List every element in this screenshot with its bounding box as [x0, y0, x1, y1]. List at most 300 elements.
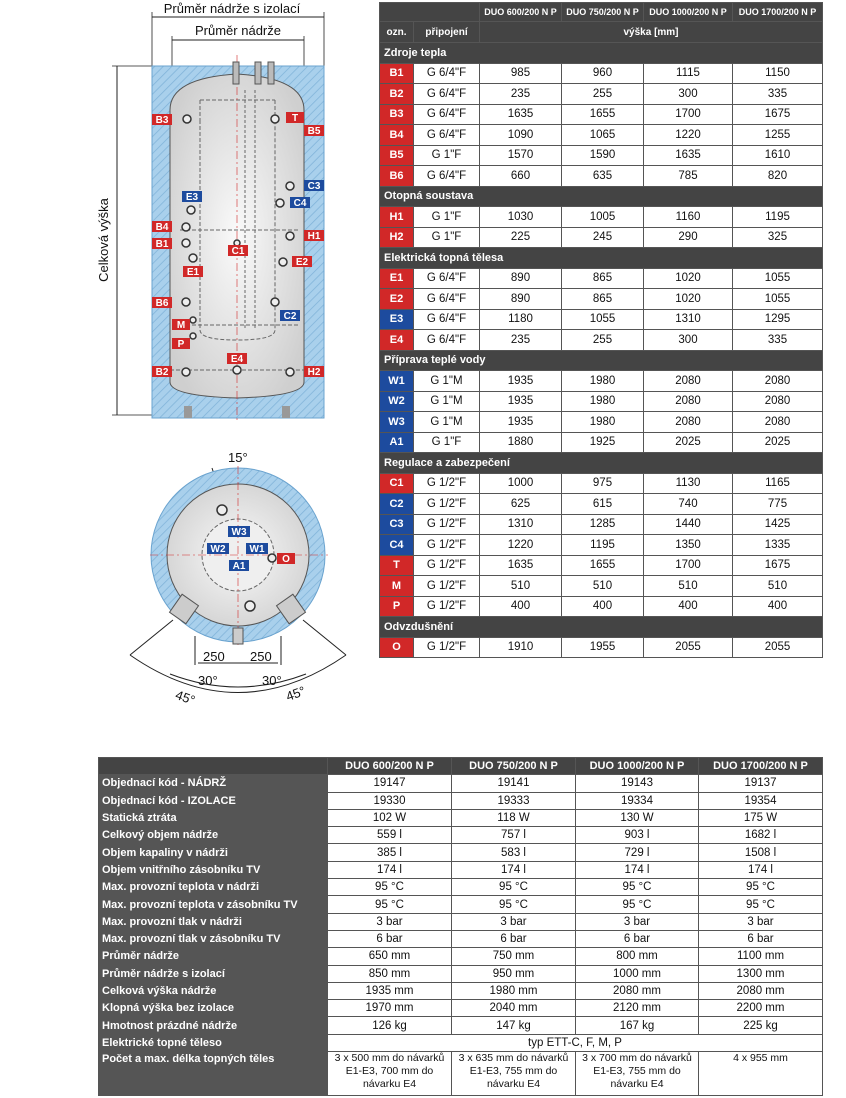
connection-thread: G 1/2"F [414, 576, 480, 597]
spec-value: typ ETT-C, F, M, P [328, 1034, 823, 1051]
connection-height: 255 [562, 330, 644, 351]
spec-row [99, 1052, 823, 1096]
section-row [380, 350, 823, 371]
connection-thread: G 6/4"F [414, 166, 480, 187]
connection-code: A1 [380, 432, 414, 453]
spec-value: 385 l [328, 844, 452, 861]
connection-row [380, 207, 823, 228]
connection-thread: G 1/2"F [414, 473, 480, 494]
connection-code: H1 [380, 207, 414, 228]
connection-height: 1220 [480, 535, 562, 556]
angle-45-left: 45° [173, 687, 198, 708]
connection-row [380, 104, 823, 125]
spec-row [99, 1017, 823, 1034]
spec-model-header: DUO 750/200 N P [452, 758, 576, 775]
spec-value: 19333 [452, 792, 576, 809]
connection-height: 1350 [644, 535, 733, 556]
section-row [380, 617, 823, 638]
spec-value: 1935 mm [328, 982, 452, 999]
spec-value: 19137 [699, 775, 823, 792]
section-row [380, 43, 823, 64]
connection-thread: G 6/4"F [414, 268, 480, 289]
spec-row [99, 913, 823, 930]
spec-value: 95 °C [452, 879, 576, 896]
connection-thread: G 1/2"F [414, 555, 480, 576]
connection-height: 2055 [733, 637, 823, 658]
connection-height: 300 [644, 84, 733, 105]
connection-height: 1880 [480, 432, 562, 453]
connection-height: 1980 [562, 412, 644, 433]
spec-label: Klopná výška bez izolace [99, 1000, 328, 1017]
connection-row [380, 535, 823, 556]
connection-height: 890 [480, 268, 562, 289]
connection-row [380, 145, 823, 166]
spec-row [99, 965, 823, 982]
connection-height: 1150 [733, 63, 823, 84]
connection-code: C3 [380, 514, 414, 535]
connection-height: 245 [562, 227, 644, 248]
tag-w1: W1 [249, 544, 265, 555]
conn-model-header: DUO 600/200 N P [480, 3, 562, 22]
spec-row [99, 827, 823, 844]
spec-value: 2080 mm [576, 982, 699, 999]
spec-value: 174 l [452, 861, 576, 878]
section-title: Příprava teplé vody [380, 350, 823, 371]
tag-w3: W3 [231, 527, 247, 538]
conn-model-header: DUO 1000/200 N P [644, 3, 733, 22]
connection-height: 1160 [644, 207, 733, 228]
connection-height: 1655 [562, 104, 644, 125]
spec-value: 6 bar [699, 930, 823, 947]
connection-thread: G 1/2"F [414, 494, 480, 515]
connection-row [380, 227, 823, 248]
spec-value: 850 mm [328, 965, 452, 982]
connection-height: 1000 [480, 473, 562, 494]
connection-height: 1055 [733, 289, 823, 310]
connection-height: 740 [644, 494, 733, 515]
spec-value: 95 °C [576, 896, 699, 913]
spec-value: 3 x 500 mm do návarků E1-E3, 700 mm do návarku E4 [328, 1052, 452, 1096]
connection-height: 400 [480, 596, 562, 617]
connection-code: E4 [380, 330, 414, 351]
spec-row [99, 879, 823, 896]
dim-250-right: 250 [250, 649, 272, 664]
spec-value: 2200 mm [699, 1000, 823, 1017]
connection-code: E1 [380, 268, 414, 289]
connection-height: 510 [644, 576, 733, 597]
connection-height: 1980 [562, 391, 644, 412]
spec-model-header: DUO 1700/200 N P [699, 758, 823, 775]
tag-c2: C2 [283, 311, 297, 322]
tag-b6: B6 [155, 298, 169, 309]
specifications-table [98, 757, 823, 1096]
spec-value: 1100 mm [699, 948, 823, 965]
connection-height: 1295 [733, 309, 823, 330]
spec-value: 750 mm [452, 948, 576, 965]
spec-value: 757 l [452, 827, 576, 844]
connection-thread: G 6/4"F [414, 289, 480, 310]
spec-value: 559 l [328, 827, 452, 844]
spec-row [99, 930, 823, 947]
connection-height: 2080 [644, 412, 733, 433]
spec-value: 95 °C [576, 879, 699, 896]
connection-height: 1020 [644, 268, 733, 289]
height-label: Celková výška [96, 198, 111, 282]
connection-height: 1255 [733, 125, 823, 146]
dim-inner-label: Průměr nádrže [195, 23, 281, 38]
connection-row [380, 309, 823, 330]
spec-value: 167 kg [576, 1017, 699, 1034]
connection-height: 1195 [733, 207, 823, 228]
connection-code: P [380, 596, 414, 617]
spec-value: 729 l [576, 844, 699, 861]
connection-row [380, 330, 823, 351]
tag-p: P [177, 339, 185, 350]
spec-label: Celkový objem nádrže [99, 827, 328, 844]
connection-height: 400 [733, 596, 823, 617]
connection-row [380, 432, 823, 453]
tag-b4: B4 [155, 222, 169, 233]
connection-height: 255 [562, 84, 644, 105]
connection-row [380, 596, 823, 617]
connection-height: 2025 [644, 432, 733, 453]
connection-height: 775 [733, 494, 823, 515]
spec-label: Max. provozní tlak v nádrži [99, 913, 328, 930]
connection-thread: G 1"M [414, 412, 480, 433]
spec-row [99, 775, 823, 792]
connection-thread: G 1/2"F [414, 637, 480, 658]
spec-value: 126 kg [328, 1017, 452, 1034]
connection-height: 1130 [644, 473, 733, 494]
spec-value: 3 x 700 mm do návarků E1-E3, 755 mm do návarku E4 [576, 1052, 699, 1096]
connection-height: 235 [480, 84, 562, 105]
connection-height: 2055 [644, 637, 733, 658]
connection-code: W2 [380, 391, 414, 412]
connection-thread: G 1"M [414, 391, 480, 412]
connection-thread: G 6/4"F [414, 309, 480, 330]
col-code-header: ozn. [380, 22, 414, 43]
tag-t: T [291, 113, 299, 124]
connection-height: 1980 [562, 371, 644, 392]
connection-height: 2080 [733, 371, 823, 392]
spec-value: 19354 [699, 792, 823, 809]
connection-code: E2 [380, 289, 414, 310]
connection-thread: G 1"F [414, 207, 480, 228]
connection-code: E3 [380, 309, 414, 330]
tag-o: O [282, 554, 290, 565]
connection-height: 1090 [480, 125, 562, 146]
spec-row [99, 1000, 823, 1017]
spec-row [99, 844, 823, 861]
spec-value: 903 l [576, 827, 699, 844]
spec-value: 19330 [328, 792, 452, 809]
connection-code: C2 [380, 494, 414, 515]
connection-height: 1570 [480, 145, 562, 166]
connection-row [380, 514, 823, 535]
connection-height: 1590 [562, 145, 644, 166]
section-title: Elektrická topná tělesa [380, 248, 823, 269]
spec-model-header: DUO 1000/200 N P [576, 758, 699, 775]
connection-height: 510 [480, 576, 562, 597]
connection-row [380, 555, 823, 576]
tag-m: M [176, 320, 186, 331]
connection-row [380, 268, 823, 289]
connection-height: 1055 [733, 268, 823, 289]
connection-height: 325 [733, 227, 823, 248]
connection-height: 1935 [480, 371, 562, 392]
connection-row [380, 473, 823, 494]
connection-height: 1310 [480, 514, 562, 535]
tag-b2: B2 [155, 367, 169, 378]
connection-row [380, 84, 823, 105]
spec-value: 2120 mm [576, 1000, 699, 1017]
connection-row [380, 494, 823, 515]
connection-height: 1635 [644, 145, 733, 166]
spec-value: 800 mm [576, 948, 699, 965]
section-title: Regulace a zabezpečení [380, 453, 823, 474]
connection-height: 1335 [733, 535, 823, 556]
connections-table [379, 2, 823, 658]
connection-code: T [380, 555, 414, 576]
spec-label: Statická ztráta [99, 809, 328, 826]
spec-value: 1980 mm [452, 982, 576, 999]
col-connection-header: připojení [414, 22, 480, 43]
connection-height: 1020 [644, 289, 733, 310]
connection-height: 1115 [644, 63, 733, 84]
spec-value: 95 °C [452, 896, 576, 913]
connection-height: 290 [644, 227, 733, 248]
tag-w2: W2 [210, 544, 226, 555]
spec-value: 102 W [328, 809, 452, 826]
spec-value: 175 W [699, 809, 823, 826]
connection-height: 635 [562, 166, 644, 187]
connection-height: 1065 [562, 125, 644, 146]
spec-value: 225 kg [699, 1017, 823, 1034]
spec-label: Objednací kód - IZOLACE [99, 792, 328, 809]
connection-code: C4 [380, 535, 414, 556]
spec-label: Objem vnitřního zásobníku TV [99, 861, 328, 878]
spec-label: Počet a max. délka topných těles [99, 1052, 328, 1096]
connection-height: 400 [562, 596, 644, 617]
tag-h1: H1 [307, 231, 321, 242]
section-row [380, 453, 823, 474]
dim-outer-label: Průměr nádrže s izolací [163, 1, 301, 16]
connection-height: 785 [644, 166, 733, 187]
spec-label: Hmotnost prázdné nádrže [99, 1017, 328, 1034]
conn-model-header: DUO 1700/200 N P [733, 3, 823, 22]
connection-height: 1220 [644, 125, 733, 146]
connection-height: 1935 [480, 391, 562, 412]
spec-value: 118 W [452, 809, 576, 826]
connection-code: C1 [380, 473, 414, 494]
connection-height: 625 [480, 494, 562, 515]
connection-height: 1425 [733, 514, 823, 535]
tag-e3: E3 [185, 192, 199, 203]
connection-thread: G 1"F [414, 145, 480, 166]
connection-height: 1005 [562, 207, 644, 228]
tag-c3: C3 [307, 181, 321, 192]
connections-table-body [380, 43, 823, 658]
connection-row [380, 412, 823, 433]
spec-label: Elektrické topné těleso [99, 1034, 328, 1051]
connection-thread: G 6/4"F [414, 63, 480, 84]
connection-row [380, 371, 823, 392]
section-row [380, 248, 823, 269]
section-title: Zdroje tepla [380, 43, 823, 64]
connection-height: 890 [480, 289, 562, 310]
spec-label: Průměr nádrže s izolací [99, 965, 328, 982]
connection-height: 960 [562, 63, 644, 84]
connection-height: 1180 [480, 309, 562, 330]
spec-value: 95 °C [328, 879, 452, 896]
tag-c4: C4 [293, 198, 307, 209]
spec-value: 3 bar [328, 913, 452, 930]
connection-code: B3 [380, 104, 414, 125]
spec-value: 147 kg [452, 1017, 576, 1034]
tag-h2: H2 [307, 367, 321, 378]
connection-height: 1655 [562, 555, 644, 576]
connection-height: 1635 [480, 555, 562, 576]
spec-value: 174 l [699, 861, 823, 878]
angle-30-left: 30° [198, 673, 218, 688]
connection-height: 235 [480, 330, 562, 351]
connection-height: 985 [480, 63, 562, 84]
connection-height: 510 [562, 576, 644, 597]
connection-height: 1935 [480, 412, 562, 433]
connection-row [380, 637, 823, 658]
spec-value: 95 °C [699, 879, 823, 896]
connection-height: 1285 [562, 514, 644, 535]
connection-height: 660 [480, 166, 562, 187]
dimension-total-height [96, 66, 152, 415]
connection-height: 820 [733, 166, 823, 187]
tag-c1: C1 [231, 246, 245, 257]
connection-thread: G 1"F [414, 227, 480, 248]
spec-row [99, 861, 823, 878]
spec-value: 6 bar [576, 930, 699, 947]
connection-code: O [380, 637, 414, 658]
spec-value: 1000 mm [576, 965, 699, 982]
spec-value: 19143 [576, 775, 699, 792]
spec-row [99, 896, 823, 913]
spec-value: 19141 [452, 775, 576, 792]
connection-height: 615 [562, 494, 644, 515]
angle-30-right: 30° [262, 673, 282, 688]
spec-value: 3 bar [576, 913, 699, 930]
spec-value: 95 °C [328, 896, 452, 913]
spec-value: 2080 mm [699, 982, 823, 999]
spec-row [99, 982, 823, 999]
tag-b5: B5 [307, 126, 321, 137]
col-height-header: výška [mm] [480, 22, 823, 43]
spec-value: 1970 mm [328, 1000, 452, 1017]
connection-height: 1925 [562, 432, 644, 453]
connection-height: 300 [644, 330, 733, 351]
spec-label: Objednací kód - NÁDRŽ [99, 775, 328, 792]
connection-code: M [380, 576, 414, 597]
tag-e1: E1 [186, 267, 200, 278]
section-row [380, 186, 823, 207]
connection-code: W1 [380, 371, 414, 392]
connection-height: 2025 [733, 432, 823, 453]
spec-row [99, 792, 823, 809]
connection-code: W3 [380, 412, 414, 433]
connection-code: B6 [380, 166, 414, 187]
spec-label: Max. provozní teplota v nádrži [99, 879, 328, 896]
conn-model-header: DUO 750/200 N P [562, 3, 644, 22]
connection-thread: G 1"F [414, 432, 480, 453]
spec-value: 19334 [576, 792, 699, 809]
section-title: Odvzdušnění [380, 617, 823, 638]
connection-code: B1 [380, 63, 414, 84]
connection-height: 1195 [562, 535, 644, 556]
spec-value: 130 W [576, 809, 699, 826]
connection-height: 1700 [644, 104, 733, 125]
angle-45-right: 45° [283, 683, 308, 704]
connection-row [380, 391, 823, 412]
spec-value: 2040 mm [452, 1000, 576, 1017]
connection-height: 1030 [480, 207, 562, 228]
connection-row [380, 289, 823, 310]
connection-height: 975 [562, 473, 644, 494]
connection-thread: G 1/2"F [414, 535, 480, 556]
spec-value: 3 x 635 mm do návarků E1-E3, 755 mm do návarku E4 [452, 1052, 576, 1096]
spec-value: 1682 l [699, 827, 823, 844]
connection-height: 510 [733, 576, 823, 597]
connection-code: H2 [380, 227, 414, 248]
tag-a1: A1 [232, 561, 246, 572]
connection-height: 400 [644, 596, 733, 617]
connection-height: 1165 [733, 473, 823, 494]
connection-height: 225 [480, 227, 562, 248]
connection-thread: G 1/2"F [414, 514, 480, 535]
connection-height: 1440 [644, 514, 733, 535]
spec-value: 6 bar [452, 930, 576, 947]
connection-code: B4 [380, 125, 414, 146]
connection-height: 2080 [733, 391, 823, 412]
dim-250-left: 250 [203, 649, 225, 664]
spec-value: 1300 mm [699, 965, 823, 982]
connection-height: 1910 [480, 637, 562, 658]
spec-label: Max. provozní tlak v zásobníku TV [99, 930, 328, 947]
spec-value: 650 mm [328, 948, 452, 965]
connection-code: B5 [380, 145, 414, 166]
connection-height: 1310 [644, 309, 733, 330]
specifications-table-body [99, 775, 823, 1034]
connection-height: 335 [733, 84, 823, 105]
spec-model-header: DUO 600/200 N P [328, 758, 452, 775]
spec-label: Max. provozní teplota v zásobníku TV [99, 896, 328, 913]
connection-row [380, 63, 823, 84]
connection-thread: G 1"M [414, 371, 480, 392]
connection-height: 865 [562, 289, 644, 310]
spec-value: 19147 [328, 775, 452, 792]
spec-row [99, 948, 823, 965]
tank-side-view [152, 55, 324, 420]
tag-e4: E4 [230, 354, 244, 365]
connection-row [380, 576, 823, 597]
connection-height: 2080 [644, 371, 733, 392]
spec-value: 174 l [576, 861, 699, 878]
connection-thread: G 6/4"F [414, 330, 480, 351]
spec-row [99, 1034, 823, 1051]
spec-value: 95 °C [699, 896, 823, 913]
spec-value: 3 bar [699, 913, 823, 930]
spec-value: 583 l [452, 844, 576, 861]
connection-row [380, 166, 823, 187]
spec-label: Průměr nádrže [99, 948, 328, 965]
tank-technical-drawing [0, 0, 380, 720]
